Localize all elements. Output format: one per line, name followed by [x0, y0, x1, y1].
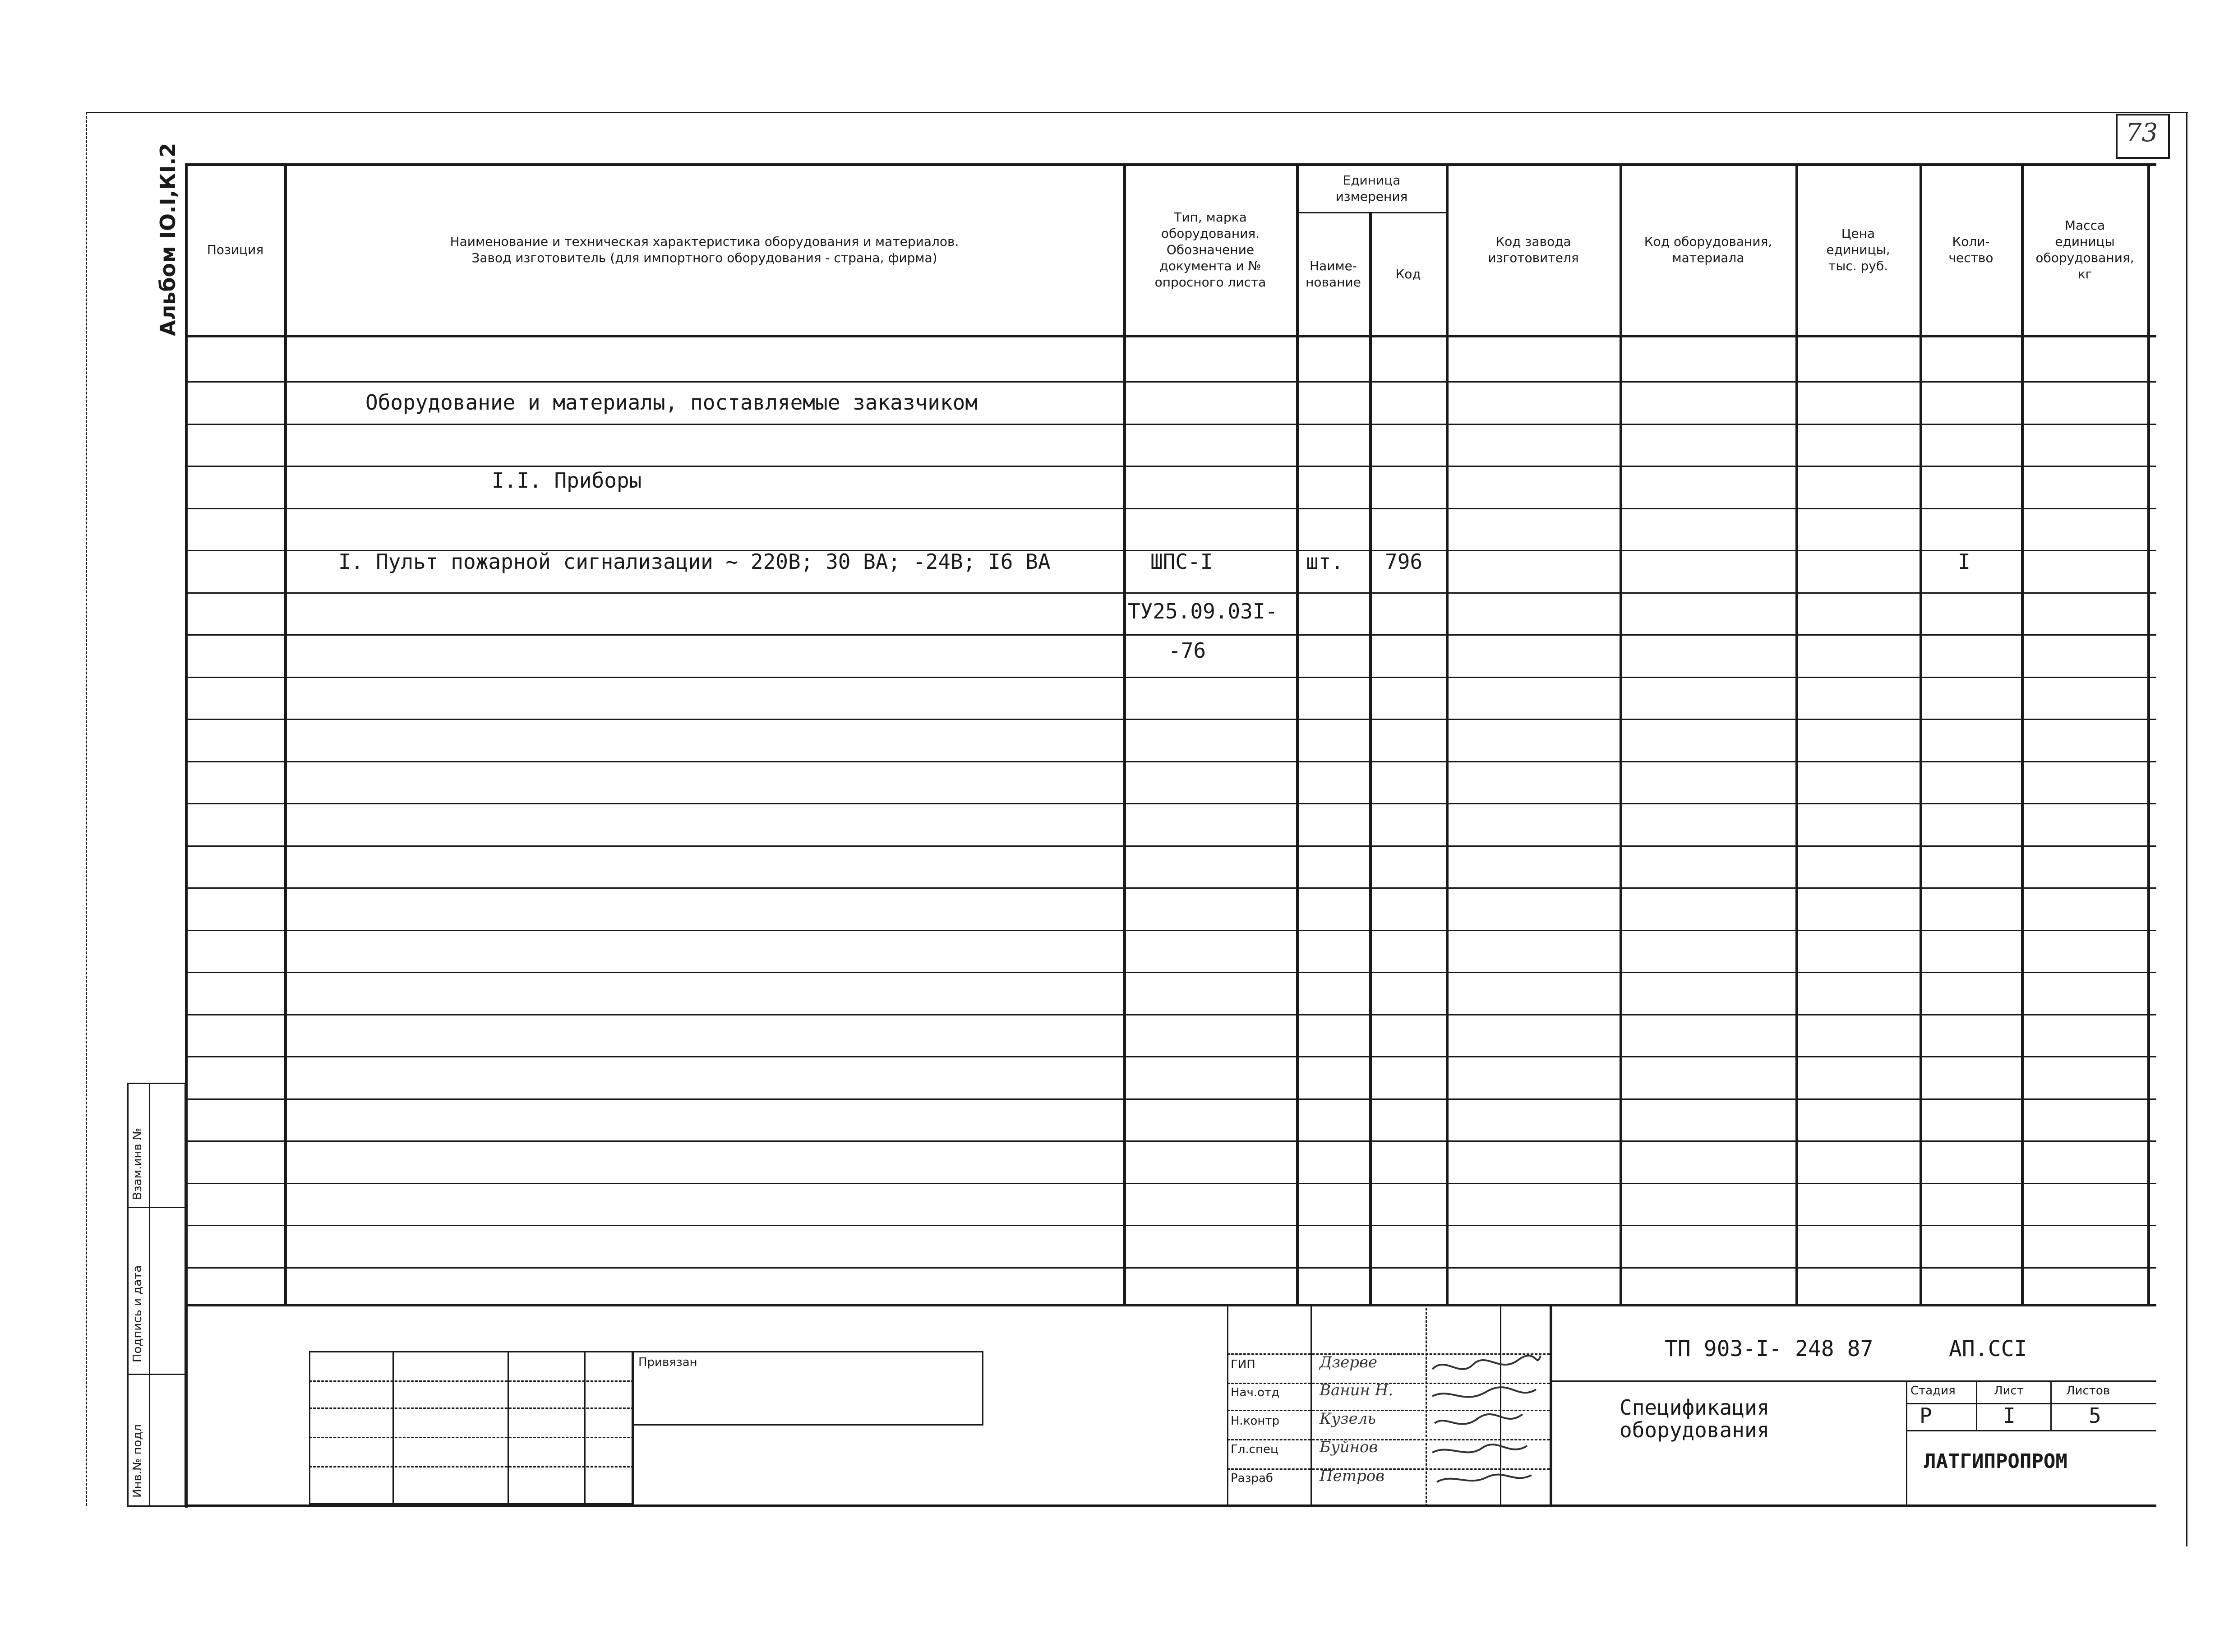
priv-h3: [309, 1437, 634, 1438]
album-label: Альбом IО.I,КI.2: [156, 143, 180, 336]
frame-left: [86, 112, 87, 1506]
name-1: Ванин Н.: [1320, 1381, 1394, 1399]
title-v-sheets: [2050, 1380, 2052, 1430]
table-row-line: [185, 1098, 2156, 1100]
item-unit-code: 796: [1385, 549, 1423, 574]
table-row-line: [185, 930, 2156, 931]
sig-v3: [1426, 1304, 1427, 1507]
table-row-line: [185, 972, 2156, 973]
table-row-line: [185, 803, 2156, 804]
doc-title-2: оборудования: [1620, 1418, 1770, 1442]
doc-code: ТП 903-I- 248 87: [1665, 1336, 1873, 1361]
table-row-line: [185, 887, 2156, 889]
header-unit-code: Код: [1395, 266, 1421, 281]
role-4: Разраб: [1231, 1472, 1273, 1485]
doc-title-1: Спецификация: [1620, 1395, 1770, 1420]
margin-inv-orig: Инв.№ подл: [131, 1424, 144, 1498]
role-1: Нач.отд: [1231, 1386, 1280, 1399]
role-2: Н.контр: [1231, 1414, 1280, 1428]
sheet-value: I: [2003, 1403, 2016, 1428]
name-4: Петров: [1320, 1467, 1385, 1485]
title-v-sheet: [1976, 1380, 1977, 1430]
table-row-line: [185, 592, 2156, 594]
sig-v5: [1550, 1304, 1552, 1507]
priv-h2: [309, 1407, 634, 1409]
sheet-label: Лист: [1994, 1384, 2024, 1398]
priv-h1: [309, 1380, 634, 1382]
stage-label: Стадия: [1910, 1384, 1956, 1398]
frame-top: [86, 112, 2188, 113]
header-quantity: Коли- чество: [1948, 234, 1993, 265]
sheets-label: Листов: [2066, 1384, 2110, 1398]
title-v-stage: [1906, 1380, 1907, 1507]
name-3: Буйнов: [1320, 1438, 1378, 1456]
sig-v2: [1310, 1304, 1312, 1507]
page-number: 73: [2126, 118, 2158, 148]
priv-v1: [392, 1351, 394, 1504]
col-line-4: [1369, 212, 1372, 1304]
header-unit-group: Единица измерения: [1335, 172, 1408, 204]
item-quantity: I: [1958, 549, 1970, 574]
margin-inv-no: Взам.инв №: [131, 1128, 144, 1200]
sheet-code: АП.ССI: [1949, 1336, 2027, 1361]
priv-v3: [584, 1351, 586, 1504]
priv-h4: [309, 1466, 634, 1467]
item-type-3: -76: [1168, 638, 1206, 663]
table-row-line: [185, 719, 2156, 720]
title-h2: [1906, 1403, 2156, 1404]
table-row-line: [185, 761, 2156, 762]
table-row-line: [185, 1014, 2156, 1015]
signature-scribbles: [1428, 1351, 1545, 1500]
sig-v1: [1227, 1304, 1228, 1507]
role-0: ГИП: [1231, 1358, 1255, 1371]
table-row-line: [185, 677, 2156, 678]
table-row-line: [185, 1267, 2156, 1269]
margin-stamp-h2: [127, 1374, 186, 1375]
margin-sign-date: Подпись и дата: [131, 1265, 144, 1362]
header-name: Наименование и техническая характеристика оборудования и материалов. Завод изготовитель (для импортного оборудования - страна, фирма): [450, 234, 959, 265]
item-name: I. Пульт пожарной сигнализации ~ 220В; 30 ВА; -24В; I6 ВА: [338, 549, 1051, 574]
header-mass: Масса единицы оборудования, кг: [2035, 217, 2134, 281]
stamp-bottom: [185, 1504, 2156, 1507]
stamp-top: [1227, 1304, 2156, 1306]
name-2: Кузель: [1320, 1410, 1376, 1428]
table-row-line: [185, 466, 2156, 467]
table-row-line: [185, 1225, 2156, 1226]
margin-stamp-divider: [149, 1083, 150, 1507]
table-header-bottom: [185, 335, 2156, 337]
privyazan-label: Привязан: [638, 1356, 697, 1369]
table-row-line: [185, 634, 2156, 636]
header-factory-code: Код завода изготовителя: [1488, 234, 1579, 265]
item-type-1: ШПС-I: [1150, 549, 1213, 574]
table-row-line: [185, 845, 2156, 847]
role-3: Гл.спец: [1231, 1443, 1278, 1456]
section-title: Оборудование и материалы, поставляемые заказчиком: [365, 390, 978, 415]
table-row-line: [185, 1140, 2156, 1142]
frame-right: [2186, 112, 2187, 1546]
title-h3: [1906, 1430, 2156, 1431]
stage-value: Р: [1920, 1403, 1932, 1428]
table-row-line: [185, 381, 2156, 383]
header-position: Позиция: [207, 242, 264, 257]
table-row-line: [185, 1056, 2156, 1057]
header-unit-name: Наиме- нование: [1306, 258, 1361, 290]
header-equipment-code: Код оборудования, материала: [1644, 234, 1772, 265]
name-0: Дзерве: [1320, 1353, 1377, 1371]
subsection-title: I.I. Приборы: [492, 468, 642, 493]
header-type: Тип, марка оборудования. Обозначение документа и № опросного листа: [1154, 209, 1266, 290]
header-price: Цена единицы, тыс. руб.: [1826, 226, 1890, 273]
item-unit: шт.: [1306, 549, 1344, 574]
sheets-value: 5: [2089, 1403, 2101, 1428]
table-row-line: [185, 424, 2156, 425]
priv-v2: [508, 1351, 509, 1504]
item-type-2: ТУ25.09.03I-: [1128, 599, 1278, 623]
table-row-line: [185, 1183, 2156, 1184]
table-row-line: [185, 508, 2156, 509]
margin-stamp-h1: [127, 1207, 186, 1208]
priv-right-v: [632, 1351, 633, 1504]
title-h1: [1550, 1380, 2156, 1382]
organization: ЛАТГИПРОПРОМ: [1924, 1450, 2067, 1473]
col-line-10: [2147, 163, 2150, 1305]
